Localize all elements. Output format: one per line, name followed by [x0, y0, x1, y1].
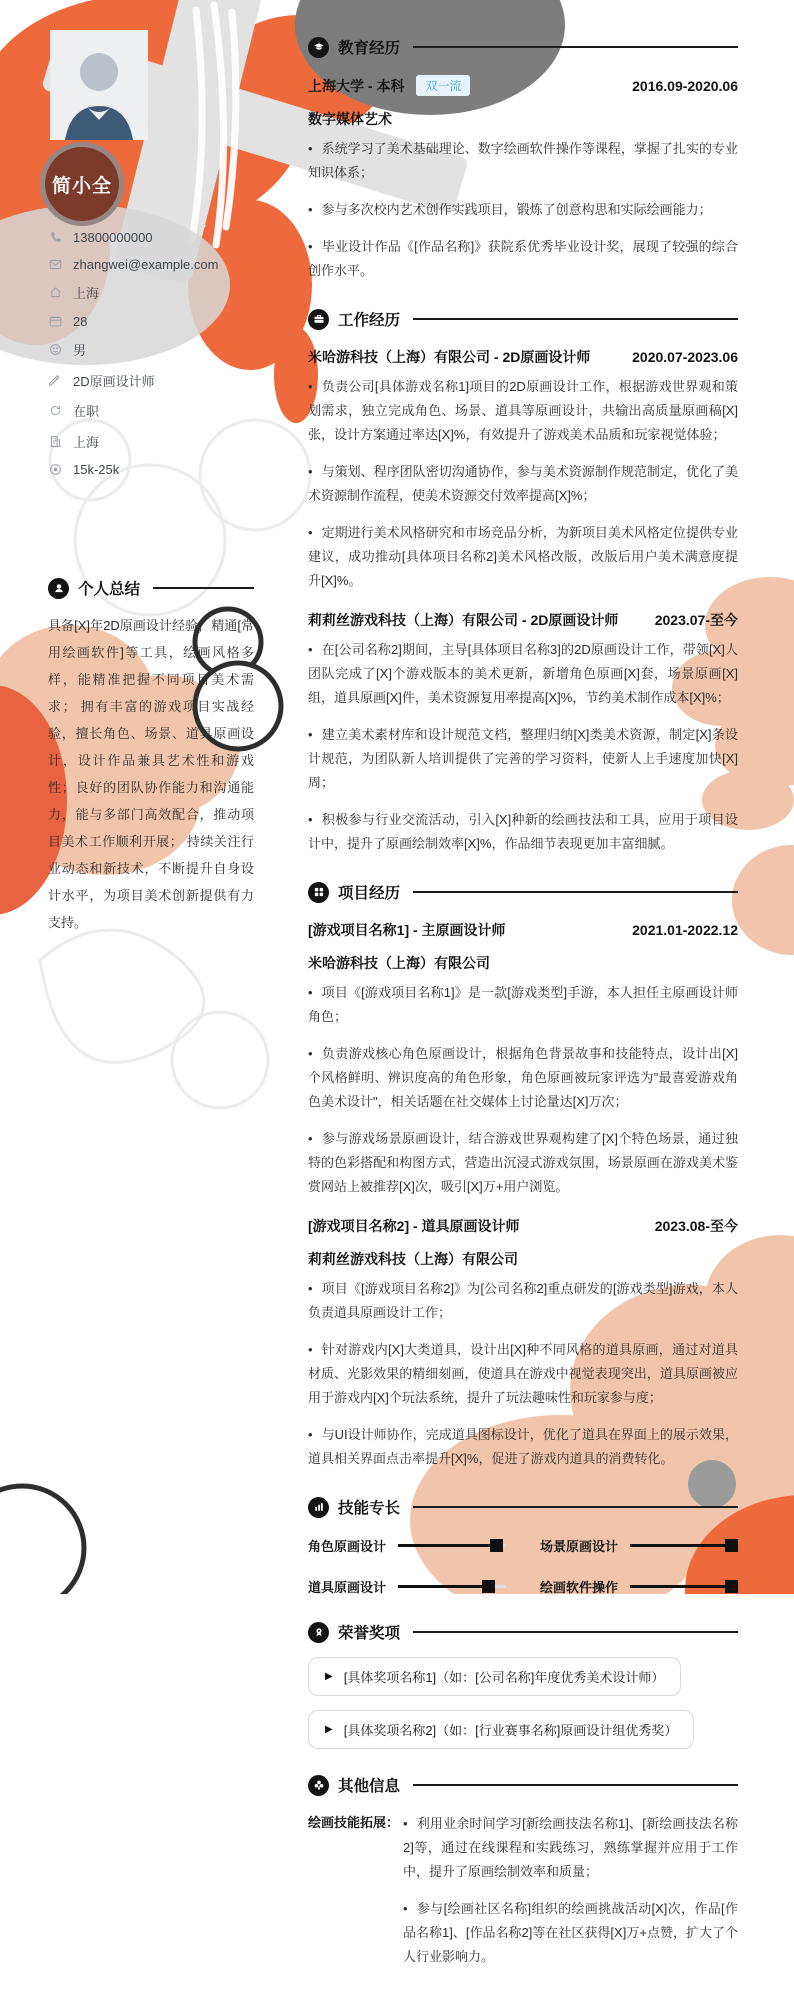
honors-section	[308, 1621, 738, 1749]
clover-icon	[308, 1775, 329, 1796]
home-icon	[48, 286, 62, 300]
education-section	[308, 36, 738, 283]
contact-value: zhangwei@example.com	[73, 256, 219, 272]
status-icon	[48, 404, 62, 418]
summary-title: 个人总结	[78, 581, 141, 598]
project-role: [游戏项目名称2] - 道具原画设计师	[308, 1218, 520, 1234]
project-date: 2023.08-至今	[654, 1218, 738, 1234]
bullet-item: • 建立美术素材库和设计规范文档，整理归纳[X]类美术资源，制定[X]条设计规范，为团队新人培训提供了完善的学习资料，使新人上手速度加快[X]周；	[308, 727, 738, 790]
mail-icon	[48, 257, 62, 271]
pen-icon	[48, 373, 62, 387]
skill-slider[interactable]	[630, 1580, 738, 1593]
contact-value: 15k-25k	[73, 462, 120, 477]
bullet-item: • 定期进行美术风格研究和市场竞品分析，为新项目美术风格定位提供专业建议，成功推动[具体项目名称2]美术风格改版，改版后用户美术满意度提升[X]%。	[308, 525, 738, 588]
play-triangle-icon: ▶	[325, 1670, 333, 1682]
skill-row: 绘画软件操作	[540, 1577, 738, 1596]
slider-handle	[490, 1539, 503, 1552]
project-entry-header	[308, 1216, 738, 1236]
contact-value: 男	[73, 343, 87, 358]
skills-header	[308, 1496, 738, 1518]
header-rule	[413, 1784, 738, 1786]
other-row	[308, 1812, 738, 1982]
header-rule	[413, 46, 738, 48]
bullet-item: • 系统学习了美术基础理论、数字绘画软件操作等课程，掌握了扎实的专业知识体系；	[308, 141, 738, 180]
double-first-class-badge: 双一流	[416, 75, 470, 96]
education-header	[308, 36, 738, 58]
job-entry-header	[308, 347, 738, 367]
honor-pill[interactable]: ▶ [具体奖项名称1]（如：[公司名称]年度优秀美术设计师）	[308, 1657, 681, 1696]
project-company: 莉莉丝游戏科技（上海）有限公司	[308, 1251, 518, 1267]
contact-salary	[48, 462, 218, 477]
bullet-item: • 与UI设计师协作，完成道具图标设计，优化了道具在界面上的展示效果，道具相关界面点击率提升[X]%，促进了游戏内道具的消费转化。	[308, 1427, 738, 1466]
contact-email	[48, 257, 218, 272]
contact-value: 上海	[73, 434, 100, 450]
bullet-item: • 在[公司名称2]期间，主导[具体项目名称3]的2D原画设计工作，带领[X]人团队完成了[X]个游戏版本的美术更新，新增角色原画[X]套，场景原画[X]组，道具原画[X]件，美术资源复用率提高[X]%，节约美术制作成本[X]%；	[308, 642, 738, 705]
contact-location	[48, 283, 218, 302]
skill-row: 场景原画设计	[540, 1536, 738, 1555]
skills-section	[308, 1496, 738, 1596]
bullet-item: • 毕业设计作品《[作品名称]》获院系优秀毕业设计奖，展现了较强的综合创作水平。	[308, 239, 738, 278]
contact-job-title	[48, 371, 218, 390]
honors-header	[308, 1621, 738, 1643]
header-rule	[413, 1506, 738, 1508]
header-rule	[413, 1631, 738, 1633]
skill-row: 角色原画设计	[308, 1536, 506, 1555]
bullet-item: • 项目《[游戏项目名称1]》是一款[游戏类型]手游，本人担任主原画设计师角色；	[308, 985, 738, 1024]
bullet-item: • 与策划、程序团队密切沟通协作，参与美术资源制作规范制定，优化了美术资源制作流程，使美术资源交付效率提高[X]%；	[308, 464, 738, 503]
contact-value: 上海	[73, 286, 100, 301]
skill-slider[interactable]	[398, 1580, 506, 1593]
contact-value: 28	[73, 313, 88, 329]
bullet-item: • 积极参与行业交流活动，引入[X]种新的绘画技法和工具，应用于项目设计中，提升了原画绘制效率[X]%，作品细节表现更加丰富细腻。	[308, 812, 738, 851]
bullet-item: • 负责公司[具体游戏名称1]项目的2D原画设计工作，根据游戏世界观和策划需求，独立完成角色、场景、道具等原画设计，共输出高质量原画稿[X]张，设计方案通过率达[X]%，有效提升了游戏美术品质和玩家视觉体验；	[308, 379, 738, 442]
building-icon	[48, 434, 62, 448]
contact-list	[48, 230, 218, 477]
projects-section	[308, 881, 738, 1471]
section-title: 技能专长	[338, 1500, 401, 1517]
section-title: 荣誉奖项	[338, 1625, 401, 1642]
school-name: 上海大学 - 本科 双一流	[308, 75, 470, 96]
name-badge	[40, 142, 124, 226]
grid-icon	[308, 882, 329, 903]
contact-city	[48, 432, 218, 451]
summary-text: 具备[X]年2D原画设计经验，精通[常用绘画软件]等工具，绘画风格多样，能精准把握不同项目美术需求； 拥有丰富的游戏项目实战经验，擅长角色、场景、道具原画设计，设计作品兼具艺术性和游戏性；良好的团队协作能力和沟通能力，能与多部门高效配合，推动项目美术工作顺利开展； 持续关注行业动态和新技术，不断提升自身设计水平，为项目美术创新提供有力支持。	[48, 618, 254, 930]
header-rule	[413, 891, 738, 893]
gender-icon	[48, 343, 62, 357]
outlined-circle-bottom-left	[0, 1486, 84, 1594]
project-date: 2021.01-2022.12	[632, 922, 738, 938]
other-bullets	[403, 1812, 738, 1982]
education-date: 2016.09-2020.06	[632, 77, 738, 94]
medal-icon	[308, 1622, 329, 1643]
section-title: 教育经历	[338, 40, 401, 57]
contact-value: 13800000000	[73, 230, 153, 245]
phone-icon	[48, 231, 62, 245]
job-date: 2023.07-至今	[654, 612, 738, 628]
contact-status	[48, 401, 218, 420]
job-entry-header	[308, 610, 738, 630]
section-title: 工作经历	[338, 312, 401, 329]
project-company: 米哈游科技（上海）有限公司	[308, 955, 490, 971]
skill-slider[interactable]	[398, 1539, 506, 1552]
play-triangle-icon: ▶	[325, 1723, 333, 1735]
profile-photo	[50, 30, 148, 140]
slider-handle	[725, 1539, 738, 1552]
contact-value: 在职	[73, 404, 100, 419]
contact-value: 2D原画设计师	[73, 373, 155, 389]
target-icon	[48, 463, 62, 477]
slider-handle	[725, 1580, 738, 1593]
bullet-item: • 参与多次校内艺术创作实践项目，锻炼了创意构思和实际绘画能力；	[308, 202, 712, 217]
company-role: 米哈游科技（上海）有限公司 - 2D原画设计师	[308, 349, 591, 365]
contact-age	[48, 314, 218, 329]
profile-name: 简小全	[51, 175, 112, 197]
briefcase-icon	[308, 309, 329, 330]
education-entry-header	[308, 75, 738, 96]
skill-slider[interactable]	[630, 1539, 738, 1552]
summary-header	[48, 577, 254, 599]
work-section	[308, 308, 738, 856]
other-header	[308, 1774, 738, 1796]
major: 数字媒体艺术	[308, 111, 392, 127]
header-rule	[413, 318, 738, 320]
contact-gender	[48, 340, 218, 359]
bullet-item: • 利用业余时间学习[新绘画技法名称1]、[新绘画技法名称2]等，通过在线课程和实践练习，熟练掌握并应用于工作中，提升了原画绘制效率和质量；	[403, 1816, 738, 1879]
bullet-item: • 参与游戏场景原画设计，结合游戏世界观构建了[X]个特色场景，通过独特的色彩搭配和构图方式，营造出沉浸式游戏氛围，场景原画在游戏美术鉴赏网站上被推荐[X]次，吸引[X]万+用户浏览。	[308, 1131, 738, 1194]
other-section	[308, 1774, 738, 1982]
bullet-item: • 针对游戏内[X]大类道具，设计出[X]种不同风格的道具原画，通过对道具材质、光影效果的精细刻画，使道具在游戏中视觉表现突出，道具原画被应用于游戏内[X]个玩法系统，提升了玩法趣味性和玩家参与度；	[308, 1342, 738, 1405]
bullet-item: • 参与[绘画社区名称]组织的绘画挑战活动[X]次，作品[作品名称1]、[作品名称2]等在社区获得[X]万+点赞，扩大了个人行业影响力。	[403, 1901, 738, 1964]
bullet-item: • 项目《[游戏项目名称2]》为[公司名称2]重点研发的[游戏类型]游戏，本人负责道具原画设计工作；	[308, 1281, 738, 1320]
section-title: 其他信息	[338, 1778, 401, 1795]
company-role: 莉莉丝游戏科技（上海）有限公司 - 2D原画设计师	[308, 612, 619, 628]
person-icon	[48, 578, 69, 599]
section-title: 项目经历	[338, 885, 401, 902]
slider-handle	[482, 1580, 495, 1593]
work-header	[308, 308, 738, 330]
bullet-item: • 负责游戏核心角色原画设计，根据角色背景故事和技能特点，设计出[X]个风格鲜明、辨识度高的角色形象，角色原画被玩家评选为"最喜爱游戏角色美术设计"，相关话题在社交媒体上讨论量达[X]万次；	[308, 1046, 738, 1109]
project-role: [游戏项目名称1] - 主原画设计师	[308, 922, 506, 938]
header-rule	[153, 587, 254, 589]
skill-row: 道具原画设计	[308, 1577, 506, 1596]
projects-header	[308, 881, 738, 903]
graduation-cap-icon	[308, 37, 329, 58]
job-date: 2020.07-2023.06	[632, 349, 738, 365]
project-entry-header	[308, 920, 738, 940]
summary-section	[48, 577, 254, 936]
bar-chart-icon	[308, 1497, 329, 1518]
contact-phone	[48, 230, 218, 245]
other-label: 绘画技能拓展：	[308, 1815, 400, 1830]
skills-grid	[308, 1536, 738, 1596]
age-icon	[48, 314, 62, 328]
honor-pill[interactable]: ▶ [具体奖项名称2]（如：[行业赛事名称]原画设计组优秀奖）	[308, 1710, 694, 1749]
main-content	[308, 36, 738, 2007]
